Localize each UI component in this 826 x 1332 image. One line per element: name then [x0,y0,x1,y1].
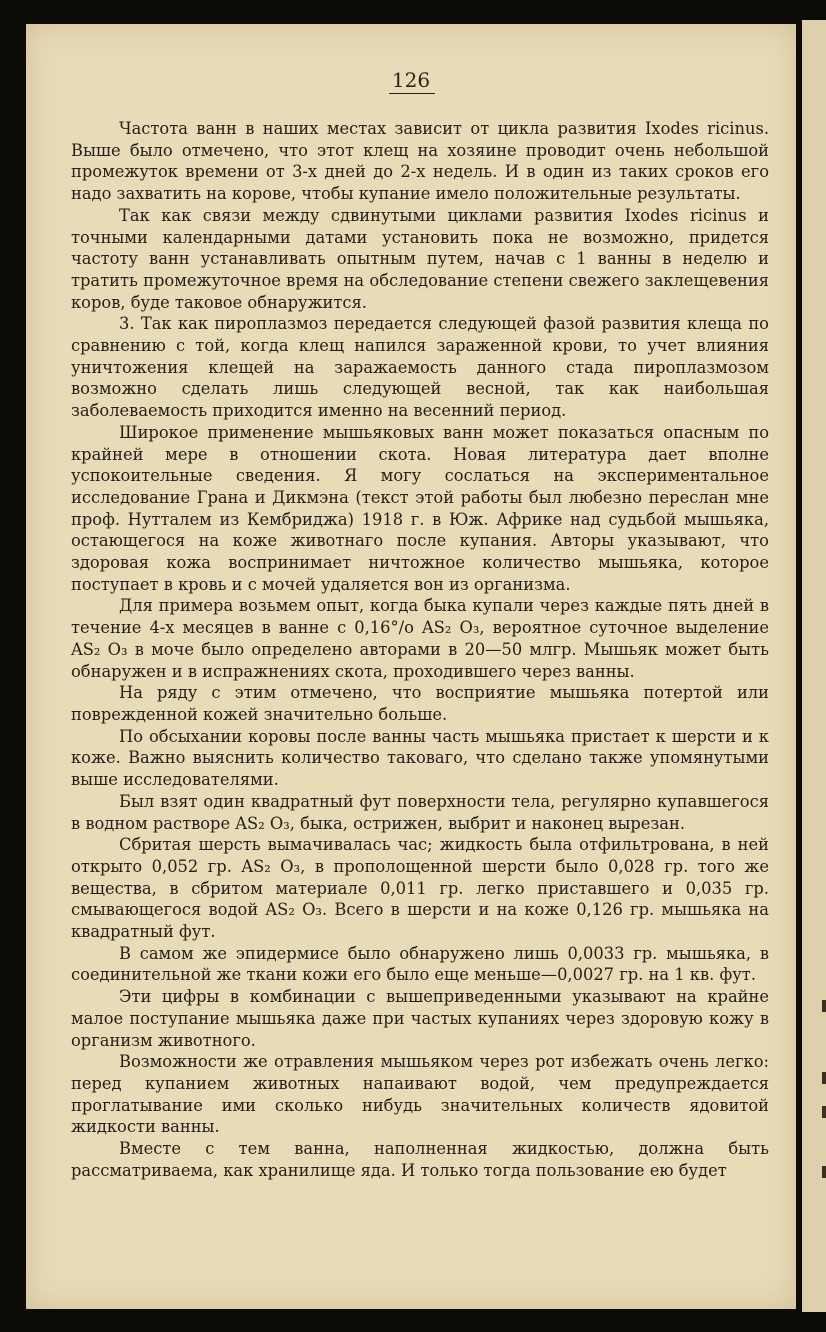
page-number-rule [389,93,435,94]
paragraph: В самом же эпидермисе было обнаружено лишь 0,0033 гр. мышьяка, в соединительной же ткани кожи его было еще меньше—0,0027 гр. на 1 кв. фут. [71,943,769,985]
next-page-edge [802,20,826,1312]
body-text [71,118,769,1181]
edge-mark [822,1072,826,1084]
paragraph: Эти цифры в комбинации с вышеприведенными указывают на крайне малое поступание мышьяка даже при частых купаниях через здоровую кожу в организм животного. [71,987,769,1050]
paragraph: Был взят один квадратный фут поверхности тела, регулярно купавшегося в водном растворе AS₂ O₃, быка, острижен, выбрит и наконец вырезан. [71,791,769,833]
paragraph: Широкое применение мышьяковых ванн может показаться опасным по крайней мере в отношении скота. Новая литература дает вполне успокоительные сведения. Я могу сослаться на экспериментальное исследование Грана и Дикмэна (текст этой работы был любезно переслан мне проф. Нутталем из Кембриджа) 1918 г. в Юж. Африке над судьбой мышьяка, остающегося на коже животнаго после купания. Авторы указывают, что здоровая кожа воспринимает ничтожное количество мышьяка, которое поступает в кровь и с мочей удаляется вон из организма. [71,422,769,594]
paragraph: Возможности же отравления мышьяком через рот избежать очень легко: перед купанием животных напаивают водой, чем предупреждается проглатывание ими сколько нибудь значительных количеств ядовитой жидкости ванны. [71,1052,769,1137]
paragraph: По обсыхании коровы после ванны часть мышьяка пристает к шерсти и к коже. Важно выяснить количество таковаго, что сделано также упомянутыми выше исследователями. [71,726,769,790]
paragraph: Так как связи между сдвинутыми циклами развития Ixodes ricinus и точными календарными датами установить пока не возможно, придется частоту ванн устанавливать опытным путем, начав с 1 ванны в неделю и тратить промежуточное время на обследование степени свежего заклещевения коров, буде таковое обнаружится. [71,205,769,312]
paragraph: Вместе с тем ванна, наполненная жидкостью, должна быть рассматриваема, как хранилище яда. И только тогда пользование ею будет [71,1139,769,1180]
edge-mark [822,1106,826,1118]
paragraph: 3. Так как пироплазмоз передается следующей фазой развития клеща по сравнению с той, когда клещ напился зараженной крови, то учет влияния уничтожения клещей на заражаемость данного стада пироплазмозом возможно сделать лишь следующей весной, так как наибольшая заболеваемость приходится именно на весенний период. [71,314,769,421]
edge-mark [822,1000,826,1012]
paragraph: Для примера возьмем опыт, когда быка купали через каждые пять дней в течение 4-х месяцев в ванне с 0,16°/о AS₂ O₃, вероятное суточное выделение AS₂ O₃ в моче было определено авторами в 20—50 млгр. Мышьяк может быть обнаружен и в испражнениях скота, проходившего через ванны. [71,596,769,681]
paragraph: Сбритая шерсть вымачивалась час; жидкость была отфильтрована, в ней открыто 0,052 гр. AS₂ O₃, в прополощенной шерсти было 0,028 гр. того же вещества, в сбритом материале 0,011 гр. легко приставшего и 0,035 гр. смывающегося водой AS₂ O₃. Всего в шерсти и на коже 0,126 гр. мышьяка на квадратный фут. [71,835,769,942]
page-number: 126 [391,68,431,92]
edge-mark [822,1166,826,1178]
paragraph: На ряду с этим отмечено, что восприятие мышьяка потертой или поврежденной кожей значительно больше. [71,683,769,724]
paragraph: Частота ванн в наших местах зависит от цикла развития Ixodes ricinus. Выше было отмечено, что этот клещ на хозяине проводит очень небольшой промежуток времени от 3-х дней до 2-х недель. И в один из таких сроков его надо захватить на корове, чтобы купание имело положительные результаты. [71,119,769,204]
book-page [26,24,796,1309]
